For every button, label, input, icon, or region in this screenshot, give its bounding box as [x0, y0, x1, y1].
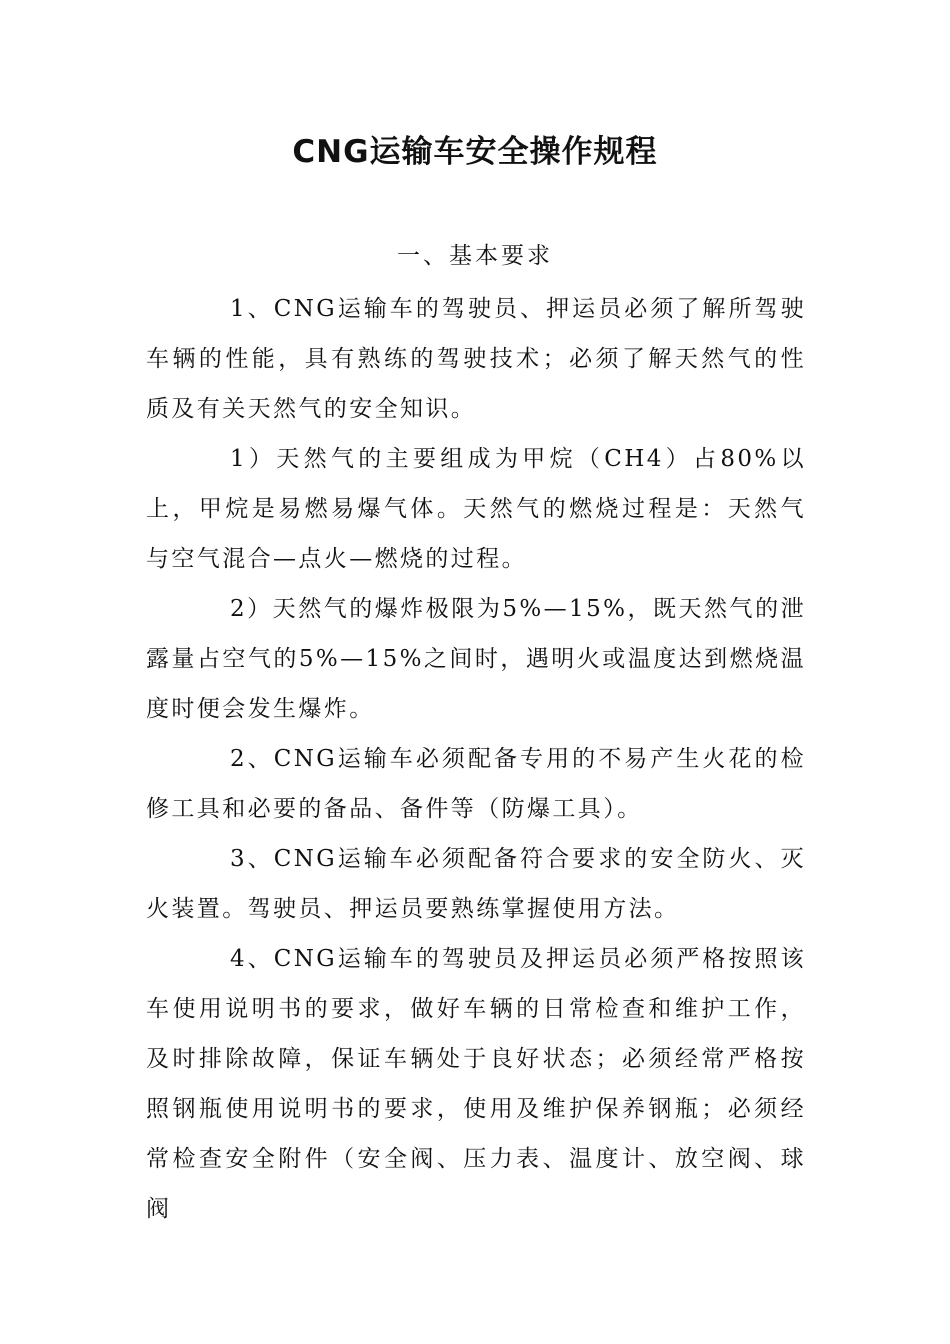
- paragraph-3: 3、CNG运输车必须配备符合要求的安全防火、灭火装置。驾驶员、押运员要熟练掌握使用方法。: [146, 846, 806, 922]
- paragraph-1: 1、CNG运输车的驾驶员、押运员必须了解所驾驶车辆的性能，具有熟练的驾驶技术；必须了解天然气的性质及有关天然气的安全知识。: [146, 296, 806, 422]
- paragraph-2: 2、CNG运输车必须配备专用的不易产生火花的检修工具和必要的备品、备件等（防爆工具）。: [146, 746, 806, 822]
- section-heading: 一、基本要求: [397, 243, 553, 269]
- document-title: CNG运输车安全操作规程: [292, 134, 658, 170]
- paragraph-1-2: 2）天然气的爆炸极限为5%—15%，既天然气的泄露量占空气的5%—15%之间时，遇明火或温度达到燃烧温度时便会发生爆炸。: [146, 596, 806, 722]
- body-text: [146, 284, 806, 1234]
- paragraph-1-1: 1）天然气的主要组成为甲烷（CH4）占80%以上，甲烷是易燃易爆气体。天然气的燃烧过程是：天然气与空气混合—点火—燃烧的过程。: [146, 446, 806, 572]
- paragraph-4: 4、CNG运输车的驾驶员及押运员必须严格按照该车使用说明书的要求，做好车辆的日常检查和维护工作，及时排除故障，保证车辆处于良好状态；必须经常严格按照钢瓶使用说明书的要求，使用及维护保养钢瓶；必须经常检查安全附件（安全阀、压力表、温度计、放空阀、球阀: [146, 946, 806, 1222]
